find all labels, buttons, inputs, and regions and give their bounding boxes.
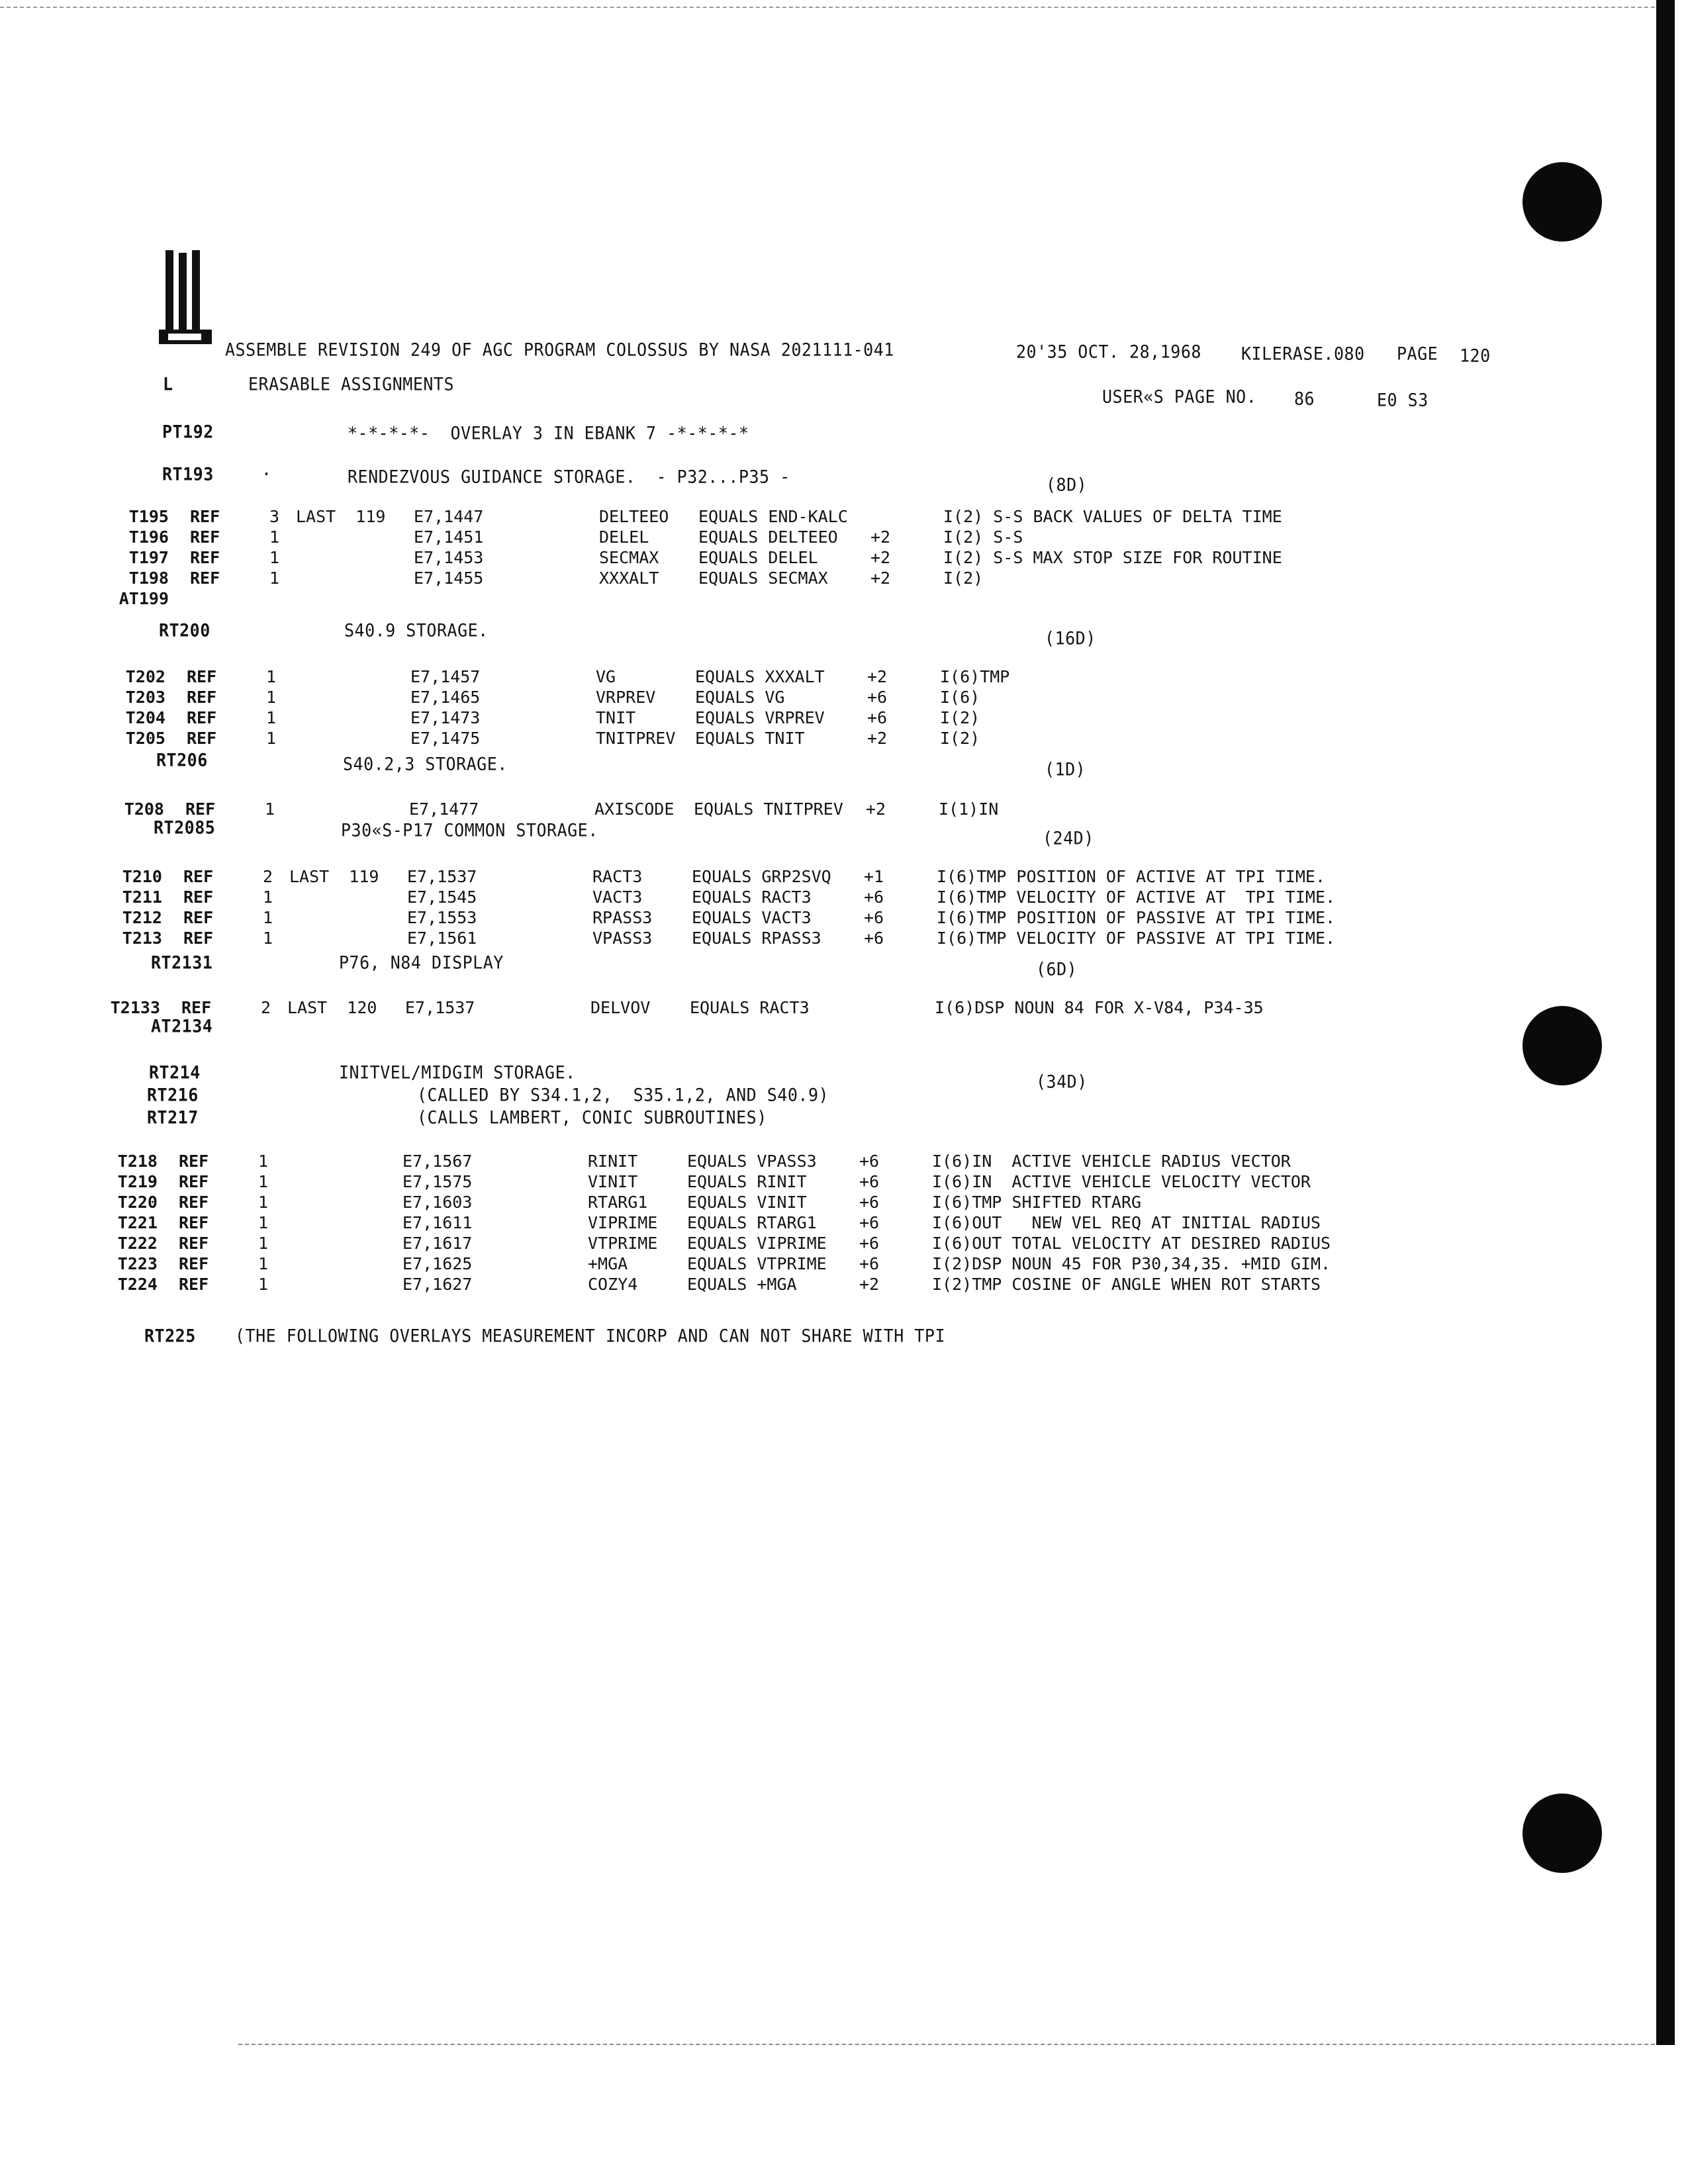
symbol-id: T208	[124, 799, 164, 819]
equals-clause: EQUALS VRPREV	[695, 708, 825, 727]
symbol-id: T202	[125, 667, 165, 686]
equals-clause: EQUALS RPASS3	[692, 929, 821, 948]
assignment-row	[63, 569, 1486, 588]
punch-hole-top	[1523, 162, 1602, 242]
symbol-id: T210	[122, 867, 162, 886]
section-title: ERASABLE ASSIGNMENTS	[248, 373, 455, 395]
comment: I(6)IN ACTIVE VEHICLE RADIUS VECTOR	[932, 1152, 1291, 1171]
assignment-row	[60, 729, 1483, 749]
ref-count: 1	[266, 667, 277, 686]
ref-count: 3	[269, 507, 280, 526]
ref-count: 1	[258, 1172, 269, 1191]
ref-tag: REF	[179, 1213, 209, 1232]
offset: +6	[864, 887, 884, 907]
comment: I(1)IN	[939, 799, 999, 819]
line-id: RT214	[149, 1062, 201, 1083]
offset: +6	[859, 1213, 880, 1232]
printer-logo-icon	[159, 250, 212, 349]
offset: +2	[870, 527, 891, 547]
assignment-row	[63, 527, 1486, 547]
symbol-id: T205	[125, 729, 165, 748]
comment-line: (CALLS LAMBERT, CONIC SUBROUTINES)	[417, 1107, 767, 1128]
punch-hole-middle	[1523, 1006, 1602, 1085]
ref-count: 1	[266, 688, 277, 707]
equals-clause: EQUALS VACT3	[692, 908, 812, 927]
ebank-address: E7,1611	[402, 1213, 473, 1232]
assignment-row	[63, 548, 1486, 568]
symbol-name: RACT3	[592, 867, 643, 886]
stray-mark: ·	[261, 463, 272, 485]
offset: +2	[866, 799, 886, 819]
assignment-row	[52, 1213, 1475, 1233]
ref-tag: REF	[187, 667, 217, 686]
ebank-address: E7,1473	[410, 708, 481, 727]
trailing-comment: (THE FOLLOWING OVERLAYS MEASUREMENT INCORP AND CAN NOT SHARE WITH TPI	[235, 1325, 946, 1347]
equals-clause: EQUALS +MGA	[687, 1275, 797, 1294]
offset: +2	[859, 1275, 880, 1294]
page-number: 120	[1460, 345, 1491, 367]
symbol-name: TNIT	[596, 708, 636, 727]
ref-tag: REF	[190, 527, 220, 547]
ref-count: 1	[258, 1234, 269, 1253]
comment: I(6)TMP	[940, 667, 1010, 686]
storage-size: (34D)	[1036, 1071, 1088, 1093]
ref-count: 1	[258, 1254, 269, 1273]
assignment-row	[52, 1193, 1475, 1212]
symbol-id: T203	[125, 688, 165, 707]
user-page-number: 86	[1294, 388, 1315, 410]
comment: I(2)DSP NOUN 45 FOR P30,34,35. +MID GIM.	[932, 1254, 1331, 1273]
ref-tag: REF	[183, 887, 214, 907]
symbol-id: T195	[128, 507, 169, 526]
offset: +2	[867, 729, 888, 748]
symbol-id: T197	[128, 548, 169, 567]
ref-tag: REF	[183, 908, 214, 927]
ebank-address: E7,1627	[402, 1275, 473, 1294]
ref-tag: REF	[187, 708, 217, 727]
symbol-name: AXISCODE	[594, 799, 675, 819]
equals-clause: EQUALS RTARG1	[687, 1213, 817, 1232]
comment: I(2) S-S BACK VALUES OF DELTA TIME	[943, 507, 1282, 526]
symbol-name: DELTEEO	[599, 507, 669, 526]
ref-count: 1	[265, 799, 275, 819]
last-ref: LAST 119	[296, 507, 386, 526]
symbol-name: TNITPREV	[596, 729, 676, 748]
ref-count: 1	[258, 1193, 269, 1212]
ref-tag: REF	[187, 688, 217, 707]
punch-hole-bottom	[1523, 1794, 1602, 1873]
line-id: AT2134	[151, 1015, 213, 1037]
comment: I(2)	[940, 729, 980, 748]
symbol-id: T222	[117, 1234, 158, 1253]
equals-clause: EQUALS DELEL	[698, 548, 818, 567]
symbol-name: COZY4	[588, 1275, 638, 1294]
ref-count: 1	[266, 729, 277, 748]
equals-clause: EQUALS TNIT	[695, 729, 805, 748]
ebank-address: E7,1567	[402, 1152, 473, 1171]
ebank-address: E7,1537	[405, 998, 475, 1017]
offset: +1	[864, 867, 884, 886]
line-id: RT225	[144, 1325, 196, 1347]
file-name: KILERASE.080	[1241, 343, 1365, 365]
assignment-row	[56, 887, 1479, 907]
comment: I(2)TMP COSINE OF ANGLE WHEN ROT STARTS	[932, 1275, 1321, 1294]
ref-tag: REF	[183, 867, 214, 886]
symbol-id: AT199	[118, 589, 169, 608]
symbol-name: VIPRIME	[588, 1213, 658, 1232]
assignment-row	[52, 1234, 1475, 1253]
symbol-name: SECMAX	[599, 548, 659, 567]
symbol-id: T219	[117, 1172, 158, 1191]
comment: I(6)OUT NEW VEL REQ AT INITIAL RADIUS	[932, 1213, 1321, 1232]
assignment-row	[52, 1275, 1475, 1295]
symbol-id: T2133	[110, 998, 160, 1017]
comment: I(6)	[940, 688, 980, 707]
user-page-label: USER«S PAGE NO.	[1102, 386, 1257, 408]
symbol-name: RPASS3	[592, 908, 653, 927]
assignment-row	[52, 1254, 1475, 1274]
ebank-address: E7,1451	[414, 527, 484, 547]
section-heading: P30«S-P17 COMMON STORAGE.	[341, 819, 598, 841]
last-ref: LAST 120	[287, 998, 377, 1017]
ebank-address: E7,1455	[414, 569, 484, 588]
offset: +6	[864, 908, 884, 927]
ebank-address: E7,1457	[410, 667, 481, 686]
offset: +6	[864, 929, 884, 948]
listing-title: ASSEMBLE REVISION 249 OF AGC PROGRAM COLOSSUS BY NASA 2021111-041	[225, 339, 894, 361]
ebank-code: E0 S3	[1377, 389, 1429, 411]
storage-size: (1D)	[1045, 758, 1086, 780]
ref-tag: REF	[190, 507, 220, 526]
equals-clause: EQUALS VPASS3	[687, 1152, 817, 1171]
equals-clause: EQUALS RACT3	[692, 887, 812, 907]
symbol-name: VINIT	[588, 1172, 638, 1191]
equals-clause: EQUALS GRP2SVQ	[692, 867, 831, 886]
ref-count: 1	[258, 1152, 269, 1171]
ref-count: 1	[266, 708, 277, 727]
ref-count: 1	[269, 569, 280, 588]
symbol-name: XXXALT	[599, 569, 659, 588]
symbol-id: T218	[117, 1152, 158, 1171]
section-heading: S40.9 STORAGE.	[344, 619, 489, 641]
equals-clause: EQUALS VINIT	[687, 1193, 807, 1212]
ebank-address: E7,1537	[407, 867, 477, 886]
ebank-address: E7,1561	[407, 929, 477, 948]
ebank-address: E7,1625	[402, 1254, 473, 1273]
line-id: PT192	[162, 421, 214, 443]
equals-clause: EQUALS VIPRIME	[687, 1234, 827, 1253]
ref-tag: REF	[190, 548, 220, 567]
line-id: RT217	[147, 1107, 199, 1128]
ref-tag: REF	[179, 1254, 209, 1273]
offset: +2	[867, 667, 888, 686]
offset: +6	[859, 1193, 880, 1212]
section-heading: P76, N84 DISPLAY	[339, 952, 504, 974]
section-heading: INITVEL/MIDGIM STORAGE.	[339, 1062, 576, 1083]
symbol-id: T221	[117, 1213, 158, 1232]
assignment-row	[60, 708, 1483, 728]
ref-tag: REF	[187, 729, 217, 748]
ref-tag: REF	[190, 569, 220, 588]
symbol-id: T198	[128, 569, 169, 588]
ref-tag: REF	[179, 1275, 209, 1294]
symbol-name: VPASS3	[592, 929, 653, 948]
comment: I(2)	[940, 708, 980, 727]
offset: +6	[859, 1152, 880, 1171]
ebank-address: E7,1575	[402, 1172, 473, 1191]
ref-count: 1	[263, 887, 273, 907]
storage-size: (16D)	[1045, 627, 1096, 649]
ref-count: 1	[269, 527, 280, 547]
offset: +2	[870, 569, 891, 588]
equals-clause: EQUALS RACT3	[690, 998, 810, 1017]
ref-count: 1	[269, 548, 280, 567]
equals-clause: EQUALS VTPRIME	[687, 1254, 827, 1273]
last-ref: LAST 119	[289, 867, 379, 886]
ebank-address: E7,1603	[402, 1193, 473, 1212]
symbol-id: T223	[117, 1254, 158, 1273]
offset: +6	[867, 708, 888, 727]
comment: I(2)	[943, 569, 984, 588]
offset: +2	[870, 548, 891, 567]
ref-count: 1	[258, 1275, 269, 1294]
assignment-row	[58, 799, 1481, 819]
ref-tag: REF	[179, 1193, 209, 1212]
ebank-address: E7,1617	[402, 1234, 473, 1253]
ref-tag: REF	[179, 1152, 209, 1171]
assignment-row	[60, 667, 1483, 687]
ebank-address: E7,1475	[410, 729, 481, 748]
symbol-id: T220	[117, 1193, 158, 1212]
ref-tag: REF	[179, 1172, 209, 1191]
storage-size: (8D)	[1046, 474, 1088, 496]
symbol-id: T196	[128, 527, 169, 547]
assignment-row	[63, 507, 1486, 527]
assignment-row	[52, 1172, 1475, 1192]
symbol-id: T212	[122, 908, 162, 927]
ref-tag: REF	[183, 929, 214, 948]
equals-clause: EQUALS TNITPREV	[694, 799, 843, 819]
offset: +6	[859, 1254, 880, 1273]
ref-count: 1	[258, 1213, 269, 1232]
ebank-address: E7,1545	[407, 887, 477, 907]
assignment-row	[63, 589, 1486, 609]
symbol-name: DELEL	[599, 527, 649, 547]
equals-clause: EQUALS RINIT	[687, 1172, 807, 1191]
section-heading: S40.2,3 STORAGE.	[343, 753, 508, 775]
ref-count: 2	[263, 867, 273, 886]
line-id: RT206	[156, 749, 208, 771]
symbol-id: T204	[125, 708, 165, 727]
comment: I(2) S-S	[943, 527, 1023, 547]
storage-size: (24D)	[1043, 827, 1094, 849]
assignment-row	[60, 688, 1483, 707]
symbol-name: RTARG1	[588, 1193, 648, 1212]
line-id: RT2131	[151, 952, 213, 974]
ref-count: 1	[263, 929, 273, 948]
offset: +6	[859, 1172, 880, 1191]
page-label: PAGE	[1397, 343, 1438, 365]
ref-tag: REF	[181, 998, 212, 1017]
line-id: RT2085	[154, 817, 216, 839]
equals-clause: EQUALS XXXALT	[695, 667, 825, 686]
equals-clause: EQUALS DELTEEO	[698, 527, 838, 547]
symbol-name: +MGA	[588, 1254, 628, 1273]
page-top-edge	[0, 7, 1655, 8]
equals-clause: EQUALS VG	[695, 688, 785, 707]
comment: I(6)IN ACTIVE VEHICLE VELOCITY VECTOR	[932, 1172, 1311, 1191]
symbol-name: RINIT	[588, 1152, 638, 1171]
assignment-row	[56, 867, 1479, 887]
storage-size: (6D)	[1036, 958, 1078, 980]
comment: I(6)TMP SHIFTED RTARG	[932, 1193, 1142, 1212]
comment: I(6)TMP POSITION OF PASSIVE AT TPI TIME.	[937, 908, 1336, 927]
ebank-address: E7,1465	[410, 688, 481, 707]
symbol-name: VRPREV	[596, 688, 656, 707]
ebank-address: E7,1477	[409, 799, 479, 819]
assignment-row	[56, 929, 1479, 948]
ref-count: 1	[263, 908, 273, 927]
assignment-row	[52, 1152, 1475, 1171]
offset: +6	[859, 1234, 880, 1253]
symbol-id: T213	[122, 929, 162, 948]
comment: I(6)TMP VELOCITY OF ACTIVE AT TPI TIME.	[937, 887, 1336, 907]
ebank-address: E7,1447	[414, 507, 484, 526]
comment: I(2) S-S MAX STOP SIZE FOR ROUTINE	[943, 548, 1282, 567]
section-heading: RENDEZVOUS GUIDANCE STORAGE. - P32...P35 -	[348, 466, 790, 488]
timestamp: 20'35 OCT. 28,1968	[1016, 341, 1201, 363]
ref-tag: REF	[185, 799, 216, 819]
equals-clause: EQUALS SECMAX	[698, 569, 828, 588]
assignment-row	[56, 908, 1479, 928]
ebank-address: E7,1553	[407, 908, 477, 927]
offset: +6	[867, 688, 888, 707]
symbol-name: VG	[596, 667, 616, 686]
symbol-name: VTPRIME	[588, 1234, 658, 1253]
symbol-id: T211	[122, 887, 162, 907]
line-id: RT193	[162, 463, 214, 485]
comment: I(6)TMP POSITION OF ACTIVE AT TPI TIME.	[937, 867, 1325, 886]
comment: I(6)DSP NOUN 84 FOR X-V84, P34-35	[935, 998, 1264, 1017]
ref-count: 2	[261, 998, 271, 1017]
line-id: RT200	[159, 619, 211, 641]
assignment-row	[54, 998, 1477, 1018]
comment: I(6)OUT TOTAL VELOCITY AT DESIRED RADIUS	[932, 1234, 1331, 1253]
line-id: RT216	[147, 1084, 199, 1106]
equals-clause: EQUALS END-KALC	[698, 507, 848, 526]
overlay-banner: *-*-*-*- OVERLAY 3 IN EBANK 7 -*-*-*-*	[348, 422, 749, 444]
ref-tag: REF	[179, 1234, 209, 1253]
ebank-address: E7,1453	[414, 548, 484, 567]
comment: I(6)TMP VELOCITY OF PASSIVE AT TPI TIME.	[937, 929, 1336, 948]
symbol-name: VACT3	[592, 887, 643, 907]
symbol-id: T224	[117, 1275, 158, 1294]
symbol-name: DELVOV	[590, 998, 651, 1017]
page-bottom-edge	[238, 2044, 1655, 2045]
line-flag: L	[163, 373, 173, 395]
comment-line: (CALLED BY S34.1,2, S35.1,2, AND S40.9)	[417, 1084, 829, 1106]
